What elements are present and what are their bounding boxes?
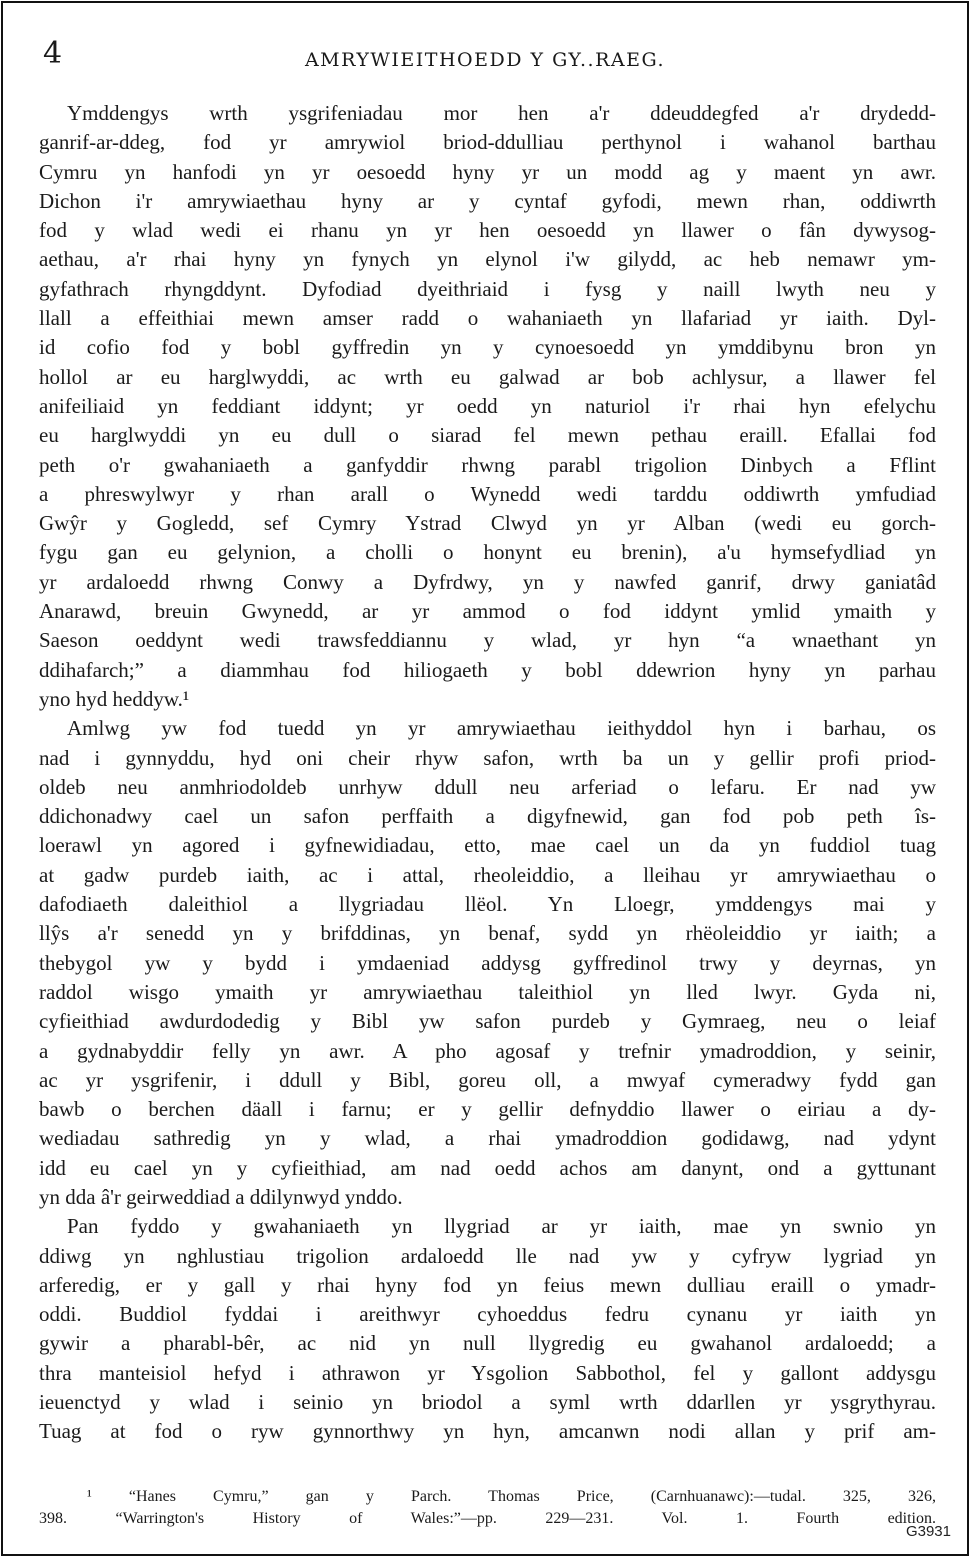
footnote-line: ¹ “Hanes Cymru,” gan y Parch. Thomas Price, (Carnhuanawc):—tudal. 325, 326, xyxy=(87,1488,936,1505)
body-line: oldeb neu anmhriodoldeb unrhyw ddull neu arferiad o lefaru. Er nad yw xyxy=(39,774,936,799)
body-line: ac yr ysgrifenir, i ddull y Bibl, goreu oll, a mwyaf cymeradwy fydd gan xyxy=(39,1067,936,1092)
body-line: yno hyd heddyw.¹ xyxy=(39,686,190,711)
body-line: ganrif-ar-ddeg, fod yr amrywiol briod-ddulliau perthynol i wahanol barthau xyxy=(39,130,936,155)
body-line: at gadw purdeb iaith, ac i attal, rheoleiddio, a lleihau yr amrywiaethau o xyxy=(39,862,936,887)
body-line: Ymddengys wrth ysgrifeniadau mor hen a'r ddeuddegfed a'r drydedd- xyxy=(67,101,936,125)
body-line: Cymru yn hanfodi yn yr oesoedd hyny yr un modd ag y maent yn awr. xyxy=(39,159,936,184)
body-line: loerawl yn agored i gyfnewidiadau, etto, mae cael un da yn fuddiol tuag xyxy=(39,833,936,858)
body-line: hollol ar eu harglwyddi, ac wrth eu galwad ar bob achlysur, a llawer fel xyxy=(39,364,936,389)
page-frame xyxy=(1,1,969,1556)
body-line: fod y wlad wedi ei rhanu yn yr hen oesoedd yn llawer o fân dywysog- xyxy=(39,218,936,243)
body-line: thra manteisiol hefyd i athrawon yr Ysgolion Sabbothol, fel y gallont addysgu xyxy=(39,1360,936,1385)
body-line: Amlwg yw fod tuedd yn yr amrywiaethau ieithyddol hyn i barhau, os xyxy=(67,716,936,741)
body-line: nad i gynnyddu, hyd oni cheir rhyw safon, wrth ba un y gellir profi priod- xyxy=(39,745,936,770)
footnote xyxy=(39,1486,936,1530)
body-line: idd eu cael yn y cyfieithiad, am nad oedd achos am danynt, ond a gyttunant xyxy=(39,1155,936,1180)
body-line: Dichon i'r amrywiaethau hyny ar y cyntaf gyfodi, mewn rhan, oddiwrth xyxy=(39,188,936,213)
body-line: yr ardaloedd rhwng Conwy a Dyfrdwy, yn y nawfed ganrif, drwy ganiatâd xyxy=(39,569,936,594)
body-line: Anarawd, breuin Gwynedd, ar yr ammod o fod iddynt ymlid ymaith y xyxy=(39,599,936,624)
body-line: ddichonadwy cael un safon perffaith a digyfnewid, gan fod pob peth îs- xyxy=(39,804,936,829)
body-line: Saeson oeddynt wedi trawsfeddiannu y wlad, yr hyn “a wnaethant yn xyxy=(39,628,936,653)
body-line: bawb o berchen däall i farnu; er y gellir defnyddio llawer o eiriau a dy- xyxy=(39,1097,936,1122)
body-line: gywir a pharabl-bêr, ac nid yn null llygredig eu gwahanol ardaloedd; a xyxy=(39,1331,936,1356)
body-line: yn dda â'r geirweddiad a ddilynwyd ynddo. xyxy=(39,1184,403,1209)
body-line: thebygol yw y bydd i ymdaeniad addysg gyffredinol trwy y deyrnas, yn xyxy=(39,950,936,975)
body-line: Tuag at fod o ryw gynnorthwy yn hyn, amcanwn nodi allan y prif am- xyxy=(39,1419,936,1444)
body-line: a gydnabyddir felly yn awr. A pho agosaf y trefnir ymadroddion, y seinir, xyxy=(39,1038,936,1063)
body-line: gyfathrach rhyngddynt. Dyfodiad dyeithriaid i fysg y naill lwyth neu y xyxy=(39,276,936,301)
body-line: dafodiaeth daleithiol a llygriadau llëol. Yn Lloegr, ymddengys mai y xyxy=(39,892,936,917)
body-line: arferedig, er y gall y rhai hyny fod yn feius mewn dulliau eraill o ymadr- xyxy=(39,1272,936,1297)
body-line: anifeiliaid yn feddiant iddynt; yr oedd yn naturiol i'r rhai hyn efelychu xyxy=(39,393,936,418)
body-line: ieuenctyd y wlad i seinio yn briodol a syml wrth ddarllen yr ysgrythyrau. xyxy=(39,1390,936,1415)
body-line: aethau, a'r rhai hyny yn fynych yn elynol i'w gilydd, ac heb nemawr ym- xyxy=(39,247,936,272)
catalog-stamp: G3931 xyxy=(905,1523,951,1540)
body-line: ddihafarch;” a diammhau fod hiliogaeth y bobl ddewrion hyny yn parhau xyxy=(39,657,936,682)
body-line: fygu gan eu gelynion, a cholli o honynt eu brenin), a'u hymsefydliad yn xyxy=(39,540,936,565)
body-line: Pan fyddo y gwahaniaeth yn llygriad ar yr iaith, mae yn swnio yn xyxy=(67,1214,936,1239)
body-line: llall a effeithiai mewn amser radd o wahaniaeth yn llafariad yr iaith. Dyl- xyxy=(39,306,936,331)
body-line: Gwŷr y Gogledd, sef Cymry Ystrad Clwyd yn yr Alban (wedi eu gorch- xyxy=(39,511,936,536)
body-line: eu harglwyddi yn eu dull o siarad fel mewn pethau eraill. Efallai fod xyxy=(39,423,936,448)
footnote-line: 398. “Warrington's History of Wales:”—pp. 229—231. Vol. 1. Fourth edition. xyxy=(39,1510,936,1527)
body-line: a phreswylwyr y rhan arall o Wynedd wedi tarddu oddiwrth ymfudiad xyxy=(39,481,936,506)
body-line: cyfieithiad awdurdodedig y Bibl yw safon purdeb y Gymraeg, neu o leiaf xyxy=(39,1009,936,1034)
running-head: AMRYWIEITHOEDD Y GY..RAEG. xyxy=(304,49,666,71)
body-line: peth o'r gwahaniaeth a ganfyddir rhwng parabl trigolion Dinbych a Fflint xyxy=(39,452,936,477)
body-line: llŷs a'r senedd yn y brifddinas, yn benaf, sydd yn rhëoleiddio yr iaith; a xyxy=(39,921,936,946)
body-line: raddol wisgo ymaith yr amrywiaethau taleithiol yn lled lwyr. Gyda ni, xyxy=(39,979,936,1004)
body-line: oddi. Buddiol fyddai i areithwyr cyhoeddus fedru cynanu yr iaith yn xyxy=(39,1302,936,1327)
body-line: id cofio fod y bobl gyffredin yn y cynoesoedd yn ymddibynu bron yn xyxy=(39,335,936,360)
body-line: wediadau sathredig yn y wlad, a rhai ymadroddion godidawg, nad ydynt xyxy=(39,1126,936,1151)
body-text xyxy=(39,99,936,1447)
page-number: 4 xyxy=(43,36,63,71)
body-line: ddiwg yn nghlustiau trigolion ardaloedd lle nad yw y cyfryw lygriad yn xyxy=(39,1243,936,1268)
